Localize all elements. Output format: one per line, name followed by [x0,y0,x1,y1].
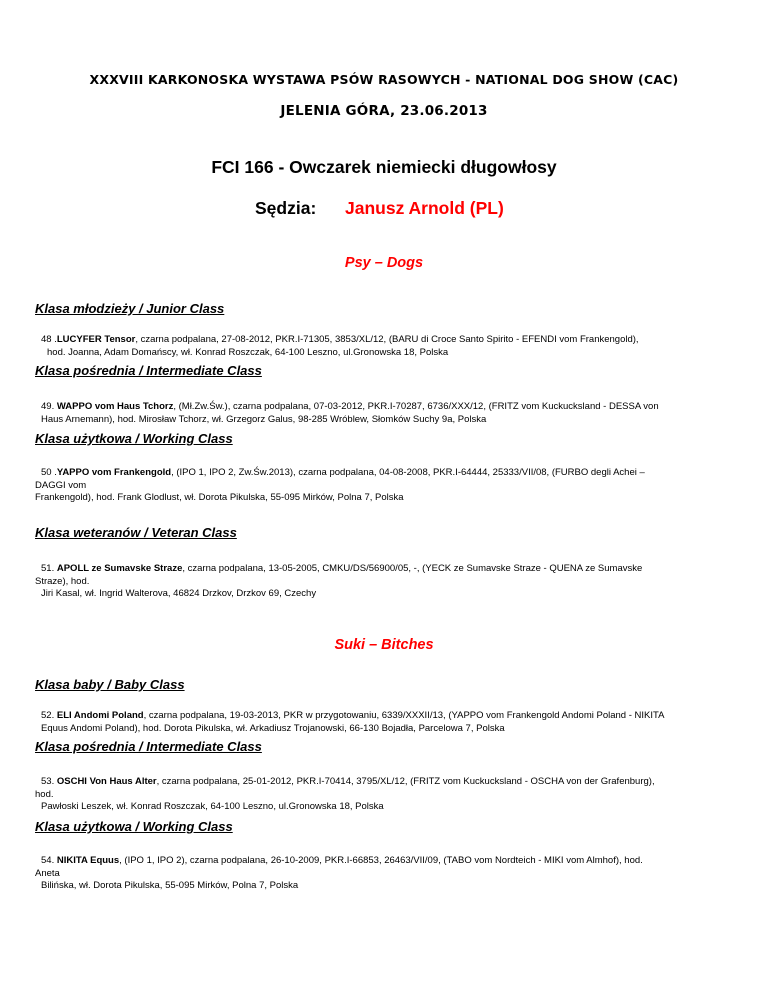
dog-name: NIKITA Equus [56,855,120,866]
dog-name: LUCYFER Tensor [56,334,136,345]
show-place-date: JELENIA GÓRA, 23.06.2013 [280,103,488,119]
entry: 51. APOLL ze Sumavske Straze, czarna podpalana, 13-05-2005, CMKU/DS/56900/05, -, (YECK ze Sumavske Straze - QUENA ze Sumavske Straze), hod. Jiri Kasal, wł. Ingrid Walterova, 46824 Drzkov, Drzkov 69, Czechy [35,563,643,599]
entry: 49. WAPPO vom Haus Tchorz, (Mł.Zw.Św.), czarna podpalana, 07-03-2012, PKR.I-70287, 6736/XXX/12, (FRITZ vom Kuckucksland - DESSA von Haus Arnemann), hod. Mirosław Tchorz, wł. Grzegorz Galus, 98-285 Wróblew, Słomków Suchy 9a, Polska [41,401,659,425]
class-heading: Klasa baby / Baby Class [35,677,185,692]
entry: 48 .LUCYFER Tensor, czarna podpalana, 27-08-2012, PKR.I-71305, 3853/XL/12, (BARU di Croce Santo Spirito - EFENDI vom Frankengold), hod. Joanna, Adam Domańscy, wł. Konrad Roszczak, 64-100 Leszno, ul.Gronowska 18, Polska [41,334,639,358]
entry: 53. OSCHI Von Haus Alter, czarna podpalana, 25-01-2012, PKR.I-70414, 3795/XL/12, (FRITZ vom Kuckucksland - OSCHA von der Grafenburg), hod. Pawłoski Leszek, wł. Konrad Roszczak, 64-100 Leszno, ul.Gronowska 18, Polska [35,776,655,812]
entry: 50 .YAPPO vom Frankengold, (IPO 1, IPO 2, Zw.Św.2013), czarna podpalana, 04-08-2008, PKR.I-64444, 25333/VII/08, (FURBO degli Achei – DAGGI vom Frankengold), hod. Frank Glodlust, wł. Dorota Pikulska, 55-095 Mirków, Polna 7, Polska [35,467,645,503]
dogs-heading: Psy – Dogs [344,255,424,271]
bitches-heading: Suki – Bitches [334,637,434,653]
show-title: XXXVIII KARKONOSKA WYSTAWA PSÓW RASOWYCH - NATIONAL DOG SHOW (CAC) [89,72,679,87]
dog-name: WAPPO vom Haus Tchorz [56,401,174,412]
entry: 54. NIKITA Equus, (IPO 1, IPO 2), czarna podpalana, 26-10-2009, PKR.I-66853, 26463/VII/09, (TABO vom Nordteich - MIKI vom Almhof), hod. Aneta Bilińska, wł. Dorota Pikulska, 55-095 Mirków, Polna 7, Polska [35,855,643,891]
breed-title: FCI 166 - Owczarek niemiecki długowłosy [211,157,557,177]
class-heading: Klasa użytkowa / Working Class [35,431,233,446]
class-heading: Klasa pośrednia / Intermediate Class [35,363,262,378]
dog-name: ELI Andomi Poland [56,710,144,721]
dog-name: APOLL ze Sumavske Straze [56,563,183,574]
class-heading: Klasa użytkowa / Working Class [35,819,233,834]
entry: 52. ELI Andomi Poland, czarna podpalana, 19-03-2013, PKR w przygotowaniu, 6339/XXXII/13, (YAPPO vom Frankengold Andomi Poland - NIKITA Equus Andomi Poland), hod. Dorota Pikulska, wł. Arkadiusz Trojanowski, 66-130 Bojadła, Parcelowa 7, Polska [41,710,665,734]
judge-name: Janusz Arnold (PL) [345,198,504,218]
dog-name: OSCHI Von Haus Alter [56,776,157,787]
class-heading: Klasa młodzieży / Junior Class [35,301,225,316]
class-heading: Klasa weteranów / Veteran Class [35,525,237,540]
dog-name: YAPPO vom Frankengold [56,467,172,478]
class-heading: Klasa pośrednia / Intermediate Class [35,739,262,754]
judge-label: Sędzia: [255,198,317,218]
